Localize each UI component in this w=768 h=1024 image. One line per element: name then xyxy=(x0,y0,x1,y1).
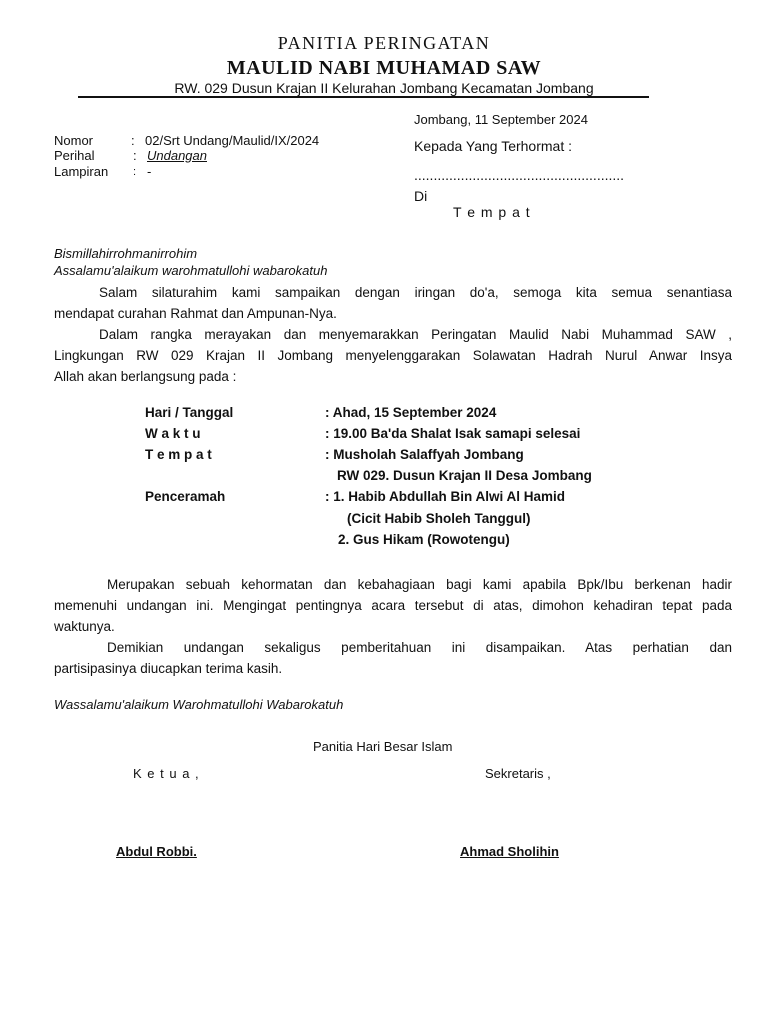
paragraph-announcement xyxy=(54,324,732,387)
paragraph-line: Dalam rangka merayakan dan menyemarakkan Peringatan Maulid Nabi Muhammad SAW , xyxy=(99,327,732,342)
event-time-label: W a k t u xyxy=(145,426,201,441)
paragraph-line: partisipasinya diucapkan terima kasih. xyxy=(54,661,283,676)
event-place-address: RW 029. Dusun Krajan II Desa Jombang xyxy=(337,468,592,483)
paragraph-line: Merupakan sebuah kehormatan dan kebahagiaan bagi kami apabila Bpk/Ibu berkenan hadir xyxy=(107,577,732,592)
event-time-value: : 19.00 Ba'da Shalat Isak samapi selesai xyxy=(325,426,581,441)
committee-heading: PANITIA PERINGATAN xyxy=(277,33,491,53)
signature-organization: Panitia Hari Besar Islam xyxy=(313,739,453,754)
nomor-value: 02/Srt Undang/Maulid/IX/2024 xyxy=(145,133,320,148)
paragraph-line: memenuhi undangan ini. Mengingat pentingnya acara tersebut di atas, dimohon kehadiran tepat pada xyxy=(54,598,732,613)
opening-salam: Assalamu'alaikum warohmatullohi wabarokatuh xyxy=(54,263,328,278)
paragraph-line: mendapat curahan Rahmat dan Ampunan-Nya. xyxy=(54,306,337,321)
closing-salam: Wassalamu'alaikum Warohmatullohi Wabarokatuh xyxy=(54,697,344,712)
paragraph-line: Lingkungan RW 029 Krajan II Jombang menyelenggarakan Solawatan Hadrah Nurul Anwar Insya xyxy=(54,348,732,363)
recipient-di: Di xyxy=(414,188,428,204)
event-title: MAULID NABI MUHAMAD SAW xyxy=(226,57,542,79)
perihal-separator: : xyxy=(133,148,137,163)
chair-name: Abdul Robbi. xyxy=(116,844,197,859)
place-date: Jombang, 11 September 2024 xyxy=(414,112,588,127)
perihal-label: Perihal xyxy=(54,148,95,163)
event-date-label: Hari / Tanggal xyxy=(145,405,234,420)
nomor-label: Nomor xyxy=(54,133,94,148)
committee-address: RW. 029 Dusun Krajan II Kelurahan Jombang Kecamatan Jombang xyxy=(174,80,594,96)
lampiran-separator: : xyxy=(133,166,137,178)
event-speaker-1: : 1. Habib Abdullah Bin Alwi Al Hamid xyxy=(325,489,566,504)
recipient-place: T e m p a t xyxy=(453,204,531,220)
paragraph-invitation xyxy=(54,574,732,637)
lampiran-label: Lampiran xyxy=(54,164,109,179)
event-place-value: : Musholah Salaffyah Jombang xyxy=(325,447,524,462)
secretary-title: Sekretaris , xyxy=(485,766,551,781)
paragraph-line: waktunya. xyxy=(54,619,115,634)
secretary-name: Ahmad Sholihin xyxy=(460,844,559,859)
lampiran-value: - xyxy=(147,164,152,179)
recipient-dots: ...................................................... xyxy=(414,167,625,183)
event-speaker-1-note: (Cicit Habib Sholeh Tanggul) xyxy=(347,511,531,526)
event-place-label: T e m p a t xyxy=(145,447,212,462)
paragraph-greeting xyxy=(54,282,732,324)
perihal-value: Undangan xyxy=(147,148,207,163)
chair-title: K e t u a , xyxy=(133,766,200,781)
event-speaker-2: 2. Gus Hikam (Rowotengu) xyxy=(338,532,510,547)
header-divider xyxy=(78,96,649,98)
event-speaker-label: Penceramah xyxy=(145,489,226,504)
paragraph-line: Allah akan berlangsung pada : xyxy=(54,369,237,384)
paragraph-line: Demikian undangan sekaligus pemberitahuan ini disampaikan. Atas perhatian dan xyxy=(107,640,732,655)
paragraph-line: Salam silaturahim kami sampaikan dengan iringan do'a, semoga kita semua senantiasa xyxy=(99,285,732,300)
paragraph-closing xyxy=(54,637,732,679)
nomor-separator: : xyxy=(131,133,135,148)
bismillah: Bismillahirrohmanirrohim xyxy=(54,246,198,261)
event-date-value: : Ahad, 15 September 2024 xyxy=(325,405,497,420)
recipient-salutation: Kepada Yang Terhormat : xyxy=(414,138,572,154)
